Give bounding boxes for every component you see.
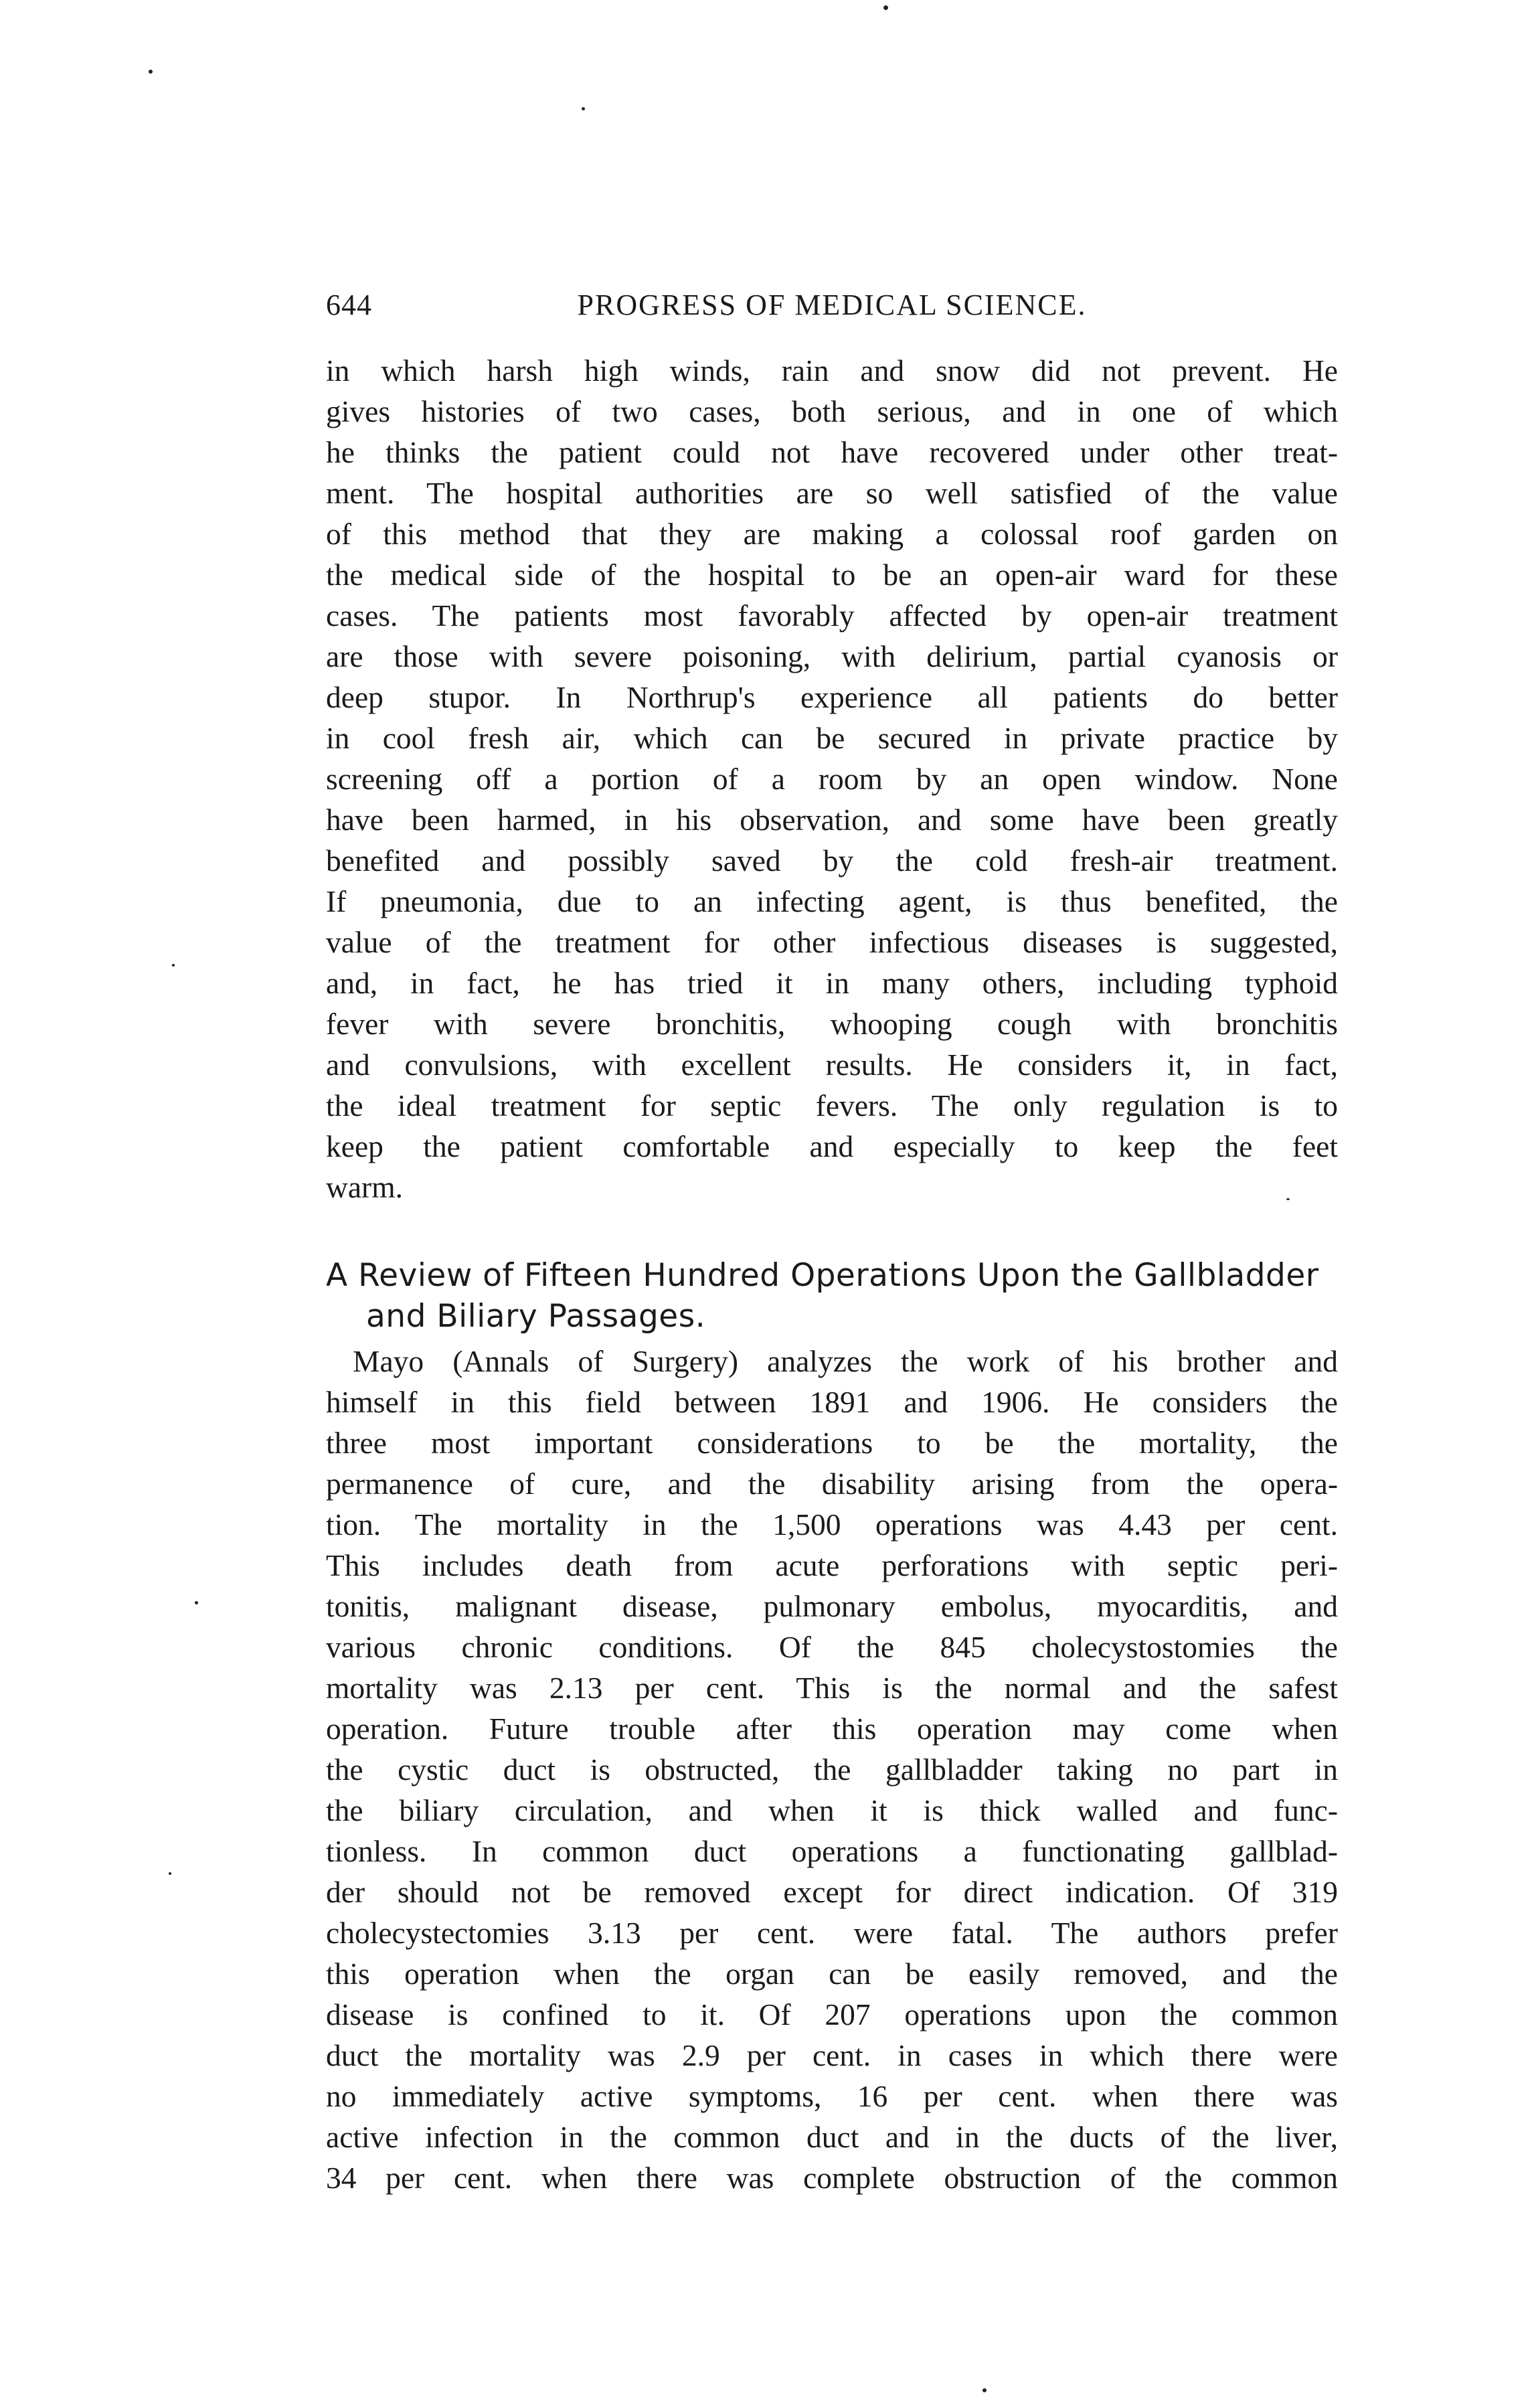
text-line: tionless. In common duct operations a functionating gallblad- [326,1834,1338,1868]
text-line: This includes death from acute perforations with septic peri- [326,1548,1338,1582]
text-line: warm. [326,1170,403,1204]
text-line: in which harsh high winds, rain and snow did not prevent. He [326,353,1338,388]
page-number: 644 [326,288,372,321]
text-line: this operation when the organ can be easily removed, and the [326,1957,1338,1991]
text-line: ment. The hospital authorities are so well satisfied of the value [326,476,1338,510]
text-line: keep the patient comfortable and especially to keep the feet [326,1129,1338,1163]
scan-speck [172,964,175,967]
text-line: 34 per cent. when there was complete obstruction of the common [326,2161,1338,2195]
text-line: the medical side of the hospital to be an open-air ward for these [326,558,1338,592]
text-line: are those with severe poisoning, with delirium, partial cyanosis or [326,639,1338,673]
text-line: cholecystectomies 3.13 per cent. were fatal. The authors prefer [326,1916,1338,1950]
section-heading-line: and Biliary Passages. [366,1298,706,1335]
text-line: the cystic duct is obstructed, the gallbladder taking no part in [326,1752,1338,1787]
text-line: duct the mortality was 2.9 per cent. in cases in which there were [326,2038,1338,2072]
running-head [326,288,1338,328]
paragraph-open-air-treatment [326,350,1338,1208]
text-line: operation. Future trouble after this operation may come when [326,1712,1338,1746]
text-line: in cool fresh air, which can be secured in private practice by [326,721,1338,755]
scan-speck [195,1601,198,1604]
running-title: PROGRESS OF MEDICAL SCIENCE. [577,288,1087,321]
scan-speck [169,1872,171,1875]
text-line: Mayo (Annals of Surgery) analyzes the work of his brother and [353,1344,1338,1378]
text-line: benefited and possibly saved by the cold fresh-air treatment. [326,843,1338,878]
text-line: have been harmed, in his observation, and some have been greatly [326,803,1338,837]
scan-speck [149,70,153,74]
text-line: value of the treatment for other infectious diseases is suggested, [326,925,1338,959]
text-line: active infection in the common duct and in the ducts of the liver, [326,2120,1338,2154]
text-line: and, in fact, he has tried it in many others, including typhoid [326,966,1338,1000]
text-line: fever with severe bronchitis, whooping cough with bronchitis [326,1007,1338,1041]
section-heading [326,1255,1338,1337]
text-line: cases. The patients most favorably affected by open-air treatment [326,598,1338,633]
scan-speck [883,5,888,10]
text-line: the biliary circulation, and when it is thick walled and func- [326,1793,1338,1827]
text-line: himself in this field between 1891 and 1906. He considers the [326,1385,1338,1419]
section-heading-line: A Review of Fifteen Hundred Operations Upon the Gallbladder [326,1257,1319,1294]
text-line: tonitis, malignant disease, pulmonary embolus, myocarditis, and [326,1589,1338,1623]
text-line: three most important considerations to be the mortality, the [326,1426,1338,1460]
text-line: gives histories of two cases, both serious, and in one of which [326,394,1338,428]
text-line: various chronic conditions. Of the 845 cholecystostomies the [326,1630,1338,1664]
scan-speck [582,107,585,110]
text-line: disease is confined to it. Of 207 operations upon the common [326,1997,1338,2032]
text-line: and convulsions, with excellent results. He considers it, in fact, [326,1048,1338,1082]
text-line: If pneumonia, due to an infecting agent, is thus benefited, the [326,884,1338,918]
text-line: permanence of cure, and the disability arising from the opera- [326,1467,1338,1501]
text-line: the ideal treatment for septic fevers. The only regulation is to [326,1088,1338,1123]
text-line: tion. The mortality in the 1,500 operations was 4.43 per cent. [326,1507,1338,1542]
text-line: mortality was 2.13 per cent. This is the normal and the safest [326,1671,1338,1705]
text-line: no immediately active symptoms, 16 per cent. when there was [326,2079,1338,2113]
text-line: screening off a portion of a room by an open window. None [326,762,1338,796]
text-line: deep stupor. In Northrup's experience all patients do better [326,680,1338,714]
text-line: of this method that they are making a colossal roof garden on [326,517,1338,551]
text-line: der should not be removed except for direct indication. Of 319 [326,1875,1338,1909]
paragraph-mayo-review [326,1341,1338,2198]
text-line: he thinks the patient could not have recovered under other treat- [326,435,1338,469]
scan-speck [982,2388,987,2392]
